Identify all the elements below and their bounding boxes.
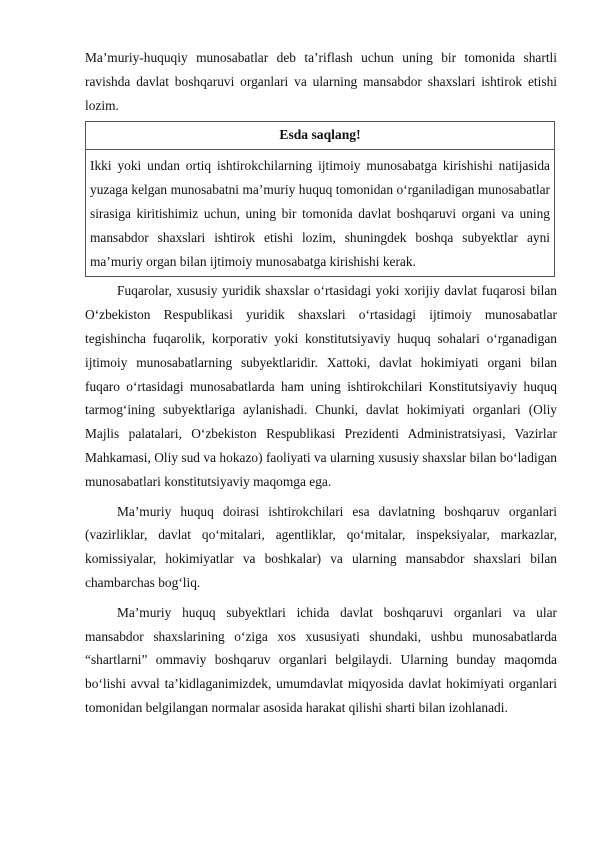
body-paragraph-citizens: Fuqarolar, xususiy yuridik shaxslar o‘rtasidagi yoki xorijiy davlat fuqarosi bilan O‘zbekiston Respublikasi yuridik shaxslari o‘rtasidagi ijtimoiy munosabatlar tegishincha fuqarolik, korporativ yoki konstitutsiyaviy huquq sohalari o‘rganadigan ijtimoiy munosabatlarning subyektlaridir. Xattoki, davlat hokimiyati organi bilan fuqaro o‘rtasidagi munosabatlarda ham uning ishtirokchilari Konstitutsiyaviy huquq tarmog‘ining subyektlariga aylanishadi. Chunki, davlat hokimiyati organlari (Oliy Majlis palatalari, O‘zbekiston Respublikasi Prezidenti Administratsiyasi, Vazirlar Mahkamasi, Oliy sud va hokazo) faoliyati va ularning xususiy shaxslar bilan bo‘ladigan munosabatlari konstitutsiyaviy maqomga ega. [85, 283, 557, 489]
body-paragraph-subjects: Ma’muriy huquq subyektlari ichida davlat boshqaruvi organlari va ular mansabdor shaxslarining o‘ziga xos xususiyati shundaki, ushbu munosabatlarda “shartlarni” ommaviy boshqaruv organlari belgilaydi. Ularning bunday maqomda bo‘lishi avval ta’kidlaganimizdek, umumdavlat miqyosida davlat hokimiyati organlari tomonidan belgilangan normalar asosida harakat qilishi sharti bilan izohlanadi. [85, 604, 557, 715]
reminder-body: Ikki yoki undan ortiq ishtirokchilarning ijtimoiy munosabatga kirishishi natijasida yuzaga kelgan munosabatni ma’muriy huquq tomonidan o‘rganiladigan munosabatlar sirasiga kiritishimiz uchun, uning bir tomonida davlat boshqaruvi organi va uning mansabdor shaxslari ishtirok etishi lozim, shuningdek boshqa subyektlar ayni ma’muriy organ bilan ijtimoiy munosabatga kirishishi kerak. [90, 158, 550, 269]
intro-paragraph: Ma’muriy-huquqiy munosabatlar deb ta’riflash uchun uning bir tomonida shartli ravishda davlat boshqaruvi organlari va ularning mansabdor shaxslari ishtirok etishi lozim. [85, 50, 557, 113]
reminder-box [85, 121, 555, 277]
body-paragraph-participants: Ma’muriy huquq doirasi ishtirokchilari esa davlatning boshqaruv organlari (vazirliklar, davlat qo‘mitalari, agentliklar, qo‘mitalar, inspeksiyalar, markazlar, komissiyalar, hokimiyatlar va boshkalar) va ularning mansabdor shaxslari bilan chambarchas bog‘liq. [85, 503, 557, 590]
reminder-title: Esda saqlang! [86, 122, 554, 150]
document-page [85, 46, 557, 720]
